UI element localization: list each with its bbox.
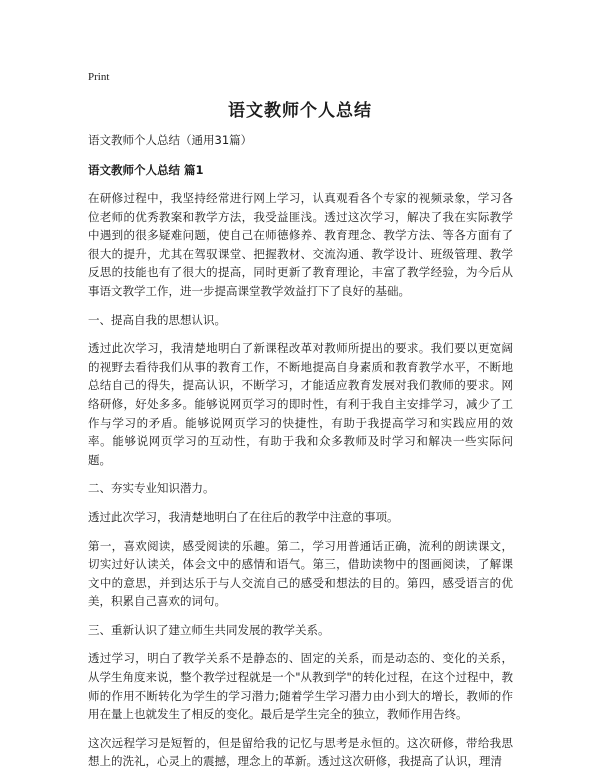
document-title: 语文教师个人总结	[228, 101, 372, 121]
document-subtitle: 语文教师个人总结（通用31篇）	[88, 133, 253, 147]
paragraph: 这次远程学习是短暂的，但是留给我的记忆与思考是永恒的。这次研修，带给我思想上的洗礼，心灵上的震撼，理念上的革新。透过这次研修，我提高了认识，理清	[88, 735, 513, 769]
section-heading: 语文教师个人总结 篇1	[88, 163, 204, 177]
paragraph: 在研修过程中，我坚持经常进行网上学习，认真观看各个专家的视频录象，学习各位老师的优秀教案和教学方法，我受益匪浅。透过这次学习，解决了我在实际教学中遇到的很多疑难问题，使自己在师德修养、教育理念、教学方法、等各方面有了很大的提升，尤其在驾驭课堂、把握教材、交流沟通、教学设计、班级管理、教学反思的技能也有了很大的提高，同时更新了教育理论，丰富了教学经验，为今后从事语文教学工作，进一步提高课堂教学效益打下了良好的基础。	[88, 191, 513, 298]
paragraph: 透过此次学习，我清楚地明白了在往后的教学中注意的事项。	[88, 509, 399, 524]
paragraph: 透过学习，明白了教学关系不是静态的、固定的关系，而是动态的、变化的关系，从学生角度来说，整个教学过程就是一个"从教到学"的转化过程，在这个过程中，教师的作用不断转化为学生的学习潜力;随着学生学习潜力由小到大的增长，教师的作用在量上也就发生了相反的变化。最后是学生完全的独立，教师作用告终。	[88, 651, 513, 722]
paragraph: 第一，喜欢阅读，感受阅读的乐趣。第二，学习用普通话正确，流利的朗读课文，切实过好认读关，体会文中的感情和语气。第三，借助读物中的图画阅读，了解课文中的意思，并到达乐于与人交流自己的感受和想法的目的。第四，感受语言的优美，积累自己喜欢的词句。	[88, 538, 513, 609]
print-link[interactable]: Print	[88, 71, 110, 83]
paragraph-heading: 二、夯实专业知识潜力。	[88, 481, 215, 496]
paragraph-heading: 一、提高自我的思想认识。	[88, 312, 226, 327]
document-body	[88, 130, 513, 781]
paragraph-heading: 三、重新认识了建立师生共同发展的教学关系。	[88, 622, 330, 637]
paragraph: 透过此次学习，我清楚地明白了新课程改革对教师所提出的要求。我们要以更宽阔的视野去看待我们从事的教育工作，不断地提高自身素质和教育教学水平，不断地总结自己的得失，提高认识，不断学习，才能适应教育发展对我们教师的要求。网络研修，好处多多。能够说网页学习的即时性，有利于我自主安排学习，减少了工作与学习的矛盾。能够说网页学习的快捷性，有助于我提高学习和实践应用的效率。能够说网页学习的互动性，有助于我和众多教师及时学习和解决一些实际问题。	[88, 341, 513, 467]
